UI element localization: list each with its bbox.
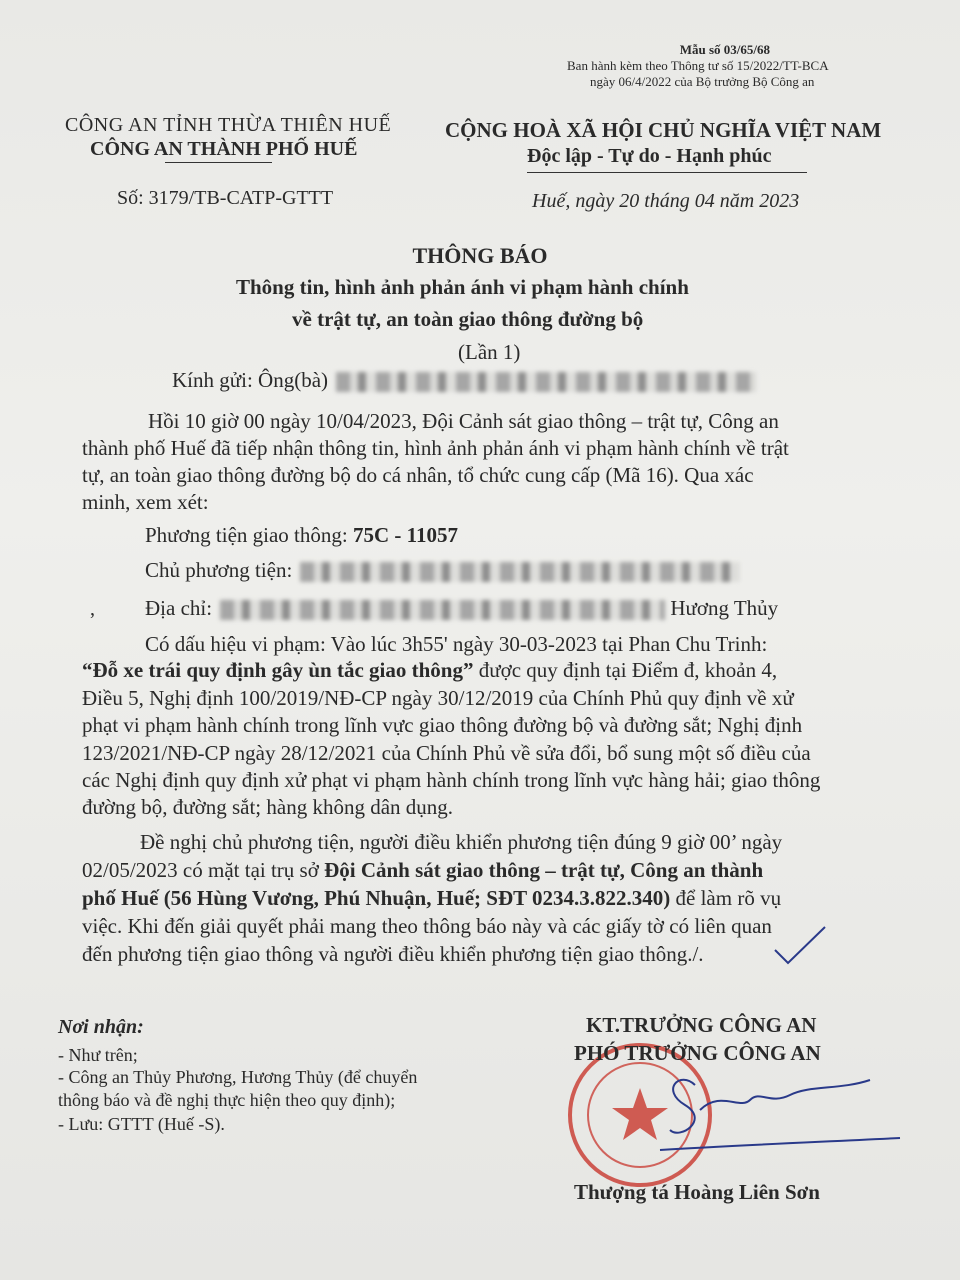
- violation-intro: Có dấu hiệu vi phạm: Vào lúc 3h55' ngày 30-03-2023 tại Phan Chu Trinh:: [145, 632, 768, 656]
- request-line-5: đến phương tiện giao thông và người điều khiển phương tiện giao thông./.: [82, 942, 704, 966]
- agency-underline: [165, 162, 272, 163]
- document-title: THÔNG BÁO: [412, 243, 548, 268]
- national-motto: Độc lập - Tự do - Hạnh phúc: [527, 145, 772, 167]
- request-line-4: việc. Khi đến giải quyết phải mang theo thông báo này và các giấy tờ có liên quan: [82, 914, 772, 938]
- recipient-item: - Lưu: GTTT (Huế -S).: [58, 1114, 225, 1134]
- request-purpose: để làm rõ vụ: [670, 886, 782, 910]
- signer-name: Thượng tá Hoàng Liên Sơn: [574, 1180, 820, 1204]
- violation-line-2: Điều 5, Nghị định 100/2019/NĐ-CP ngày 30/12/2019 của Chính Phủ quy định về xử: [82, 686, 794, 710]
- para1-line-1: Hồi 10 giờ 00 ngày 10/04/2023, Đội Cảnh sát giao thông – trật tự, Công an: [148, 409, 779, 433]
- violation-line-3: phạt vi phạm hành chính trong lĩnh vực giao thông đường bộ và đường sắt; Nghị định: [82, 713, 803, 737]
- address-line: [145, 596, 778, 621]
- issue-count: (Lần 1): [458, 340, 521, 364]
- violation-line-6: đường bộ, đường sắt; hàng không dân dụng.: [82, 795, 454, 819]
- owner-line: [145, 558, 740, 583]
- parent-agency: CÔNG AN TỈNH THỪA THIÊN HUẾ: [65, 114, 392, 136]
- violation-name: “Đỗ xe trái quy định gây ùn tắc giao thông”: [82, 658, 474, 682]
- redacted-name: [336, 372, 756, 392]
- issuing-agency: [90, 138, 357, 161]
- recipients-heading: Nơi nhận:: [58, 1016, 144, 1038]
- vehicle-plate: 75C - 11057: [352, 523, 458, 547]
- request-line-3: [82, 886, 781, 911]
- para1-line-4: minh, xem xét:: [82, 490, 209, 514]
- redacted-address: [220, 600, 665, 620]
- address-district: Hương Thủy: [670, 596, 779, 620]
- stray-dot: ,: [90, 598, 95, 620]
- motto-underline: [527, 172, 807, 173]
- request-line-1: Đề nghị chủ phương tiện, người điều khiển phương tiện đúng 9 giờ 00’ ngày: [140, 830, 783, 854]
- signature-title-2: PHÓ TRƯỞNG CÔNG AN: [574, 1041, 821, 1065]
- violation-rule: được quy định tại Điểm đ, khoản 4,: [473, 658, 778, 682]
- request-address: phố Huế (56 Hùng Vương, Phú Nhuận, Huế; SĐT 0234.3.822.340): [82, 886, 671, 910]
- recipient-item: - Như trên;: [58, 1045, 138, 1065]
- form-legal-date: ngày 06/4/2022 của Bộ trưởng Bộ Công an: [590, 74, 815, 89]
- document-number: Số: 3179/TB-CATP-GTTT: [117, 187, 334, 209]
- request-office: Đội Cảnh sát giao thông – trật tự, Công an thành: [324, 858, 764, 882]
- violation-line-4: 123/2021/NĐ-CP ngày 28/12/2021 của Chính Phủ về sửa đổi, bổ sung một số điều của: [82, 741, 811, 765]
- checkmark-icon: [770, 925, 830, 965]
- form-number: Mẫu số 03/65/68: [679, 42, 770, 57]
- form-legal-basis: Ban hành kèm theo Thông tư số 15/2022/TT-BCA: [567, 58, 829, 73]
- signature-title-1: KT.TRƯỞNG CÔNG AN: [586, 1013, 817, 1037]
- handwritten-signature: [640, 1050, 910, 1160]
- issue-date: Huế, ngày 20 tháng 04 năm 2023: [532, 190, 800, 212]
- request-line-2a: 02/05/2023 có mặt tại trụ sở: [82, 858, 325, 882]
- violation-line-1: [82, 658, 777, 683]
- owner-label: Chủ phương tiện:: [145, 558, 293, 582]
- greeting: [172, 368, 756, 393]
- recipient-item: - Công an Thủy Phương, Hương Thủy (để chuyển: [58, 1067, 418, 1087]
- vehicle-line: [145, 523, 458, 548]
- greeting-text: Kính gửi: Ông(bà): [172, 368, 329, 392]
- address-label: Địa chỉ:: [145, 596, 213, 620]
- redacted-owner: [300, 562, 740, 582]
- para1-line-2: thành phố Huế đã tiếp nhận thông tin, hình ảnh phản ánh vi phạm hành chính về trật: [82, 436, 789, 460]
- document-subtitle-2: về trật tự, an toàn giao thông đường bộ: [292, 307, 644, 331]
- violation-line-5: các Nghị định quy định xử phạt vi phạm hành chính trong lĩnh vực hàng hải; giao thông: [82, 768, 821, 792]
- vehicle-label: Phương tiện giao thông:: [145, 523, 353, 547]
- issuing-agency-name: CÔNG AN THÀNH PHỐ HUẾ: [90, 138, 358, 160]
- request-line-2: [82, 858, 763, 883]
- nation-title: CỘNG HOÀ XÃ HỘI CHỦ NGHĨA VIỆT NAM: [445, 118, 882, 142]
- recipient-item: thông báo và đề nghị thực hiện theo quy định);: [58, 1090, 396, 1110]
- para1-line-3: tự, an toàn giao thông đường bộ do cá nhân, tổ chức cung cấp (Mã 16). Qua xác: [82, 463, 754, 487]
- document-subtitle-1: Thông tin, hình ảnh phản ánh vi phạm hành chính: [236, 275, 689, 299]
